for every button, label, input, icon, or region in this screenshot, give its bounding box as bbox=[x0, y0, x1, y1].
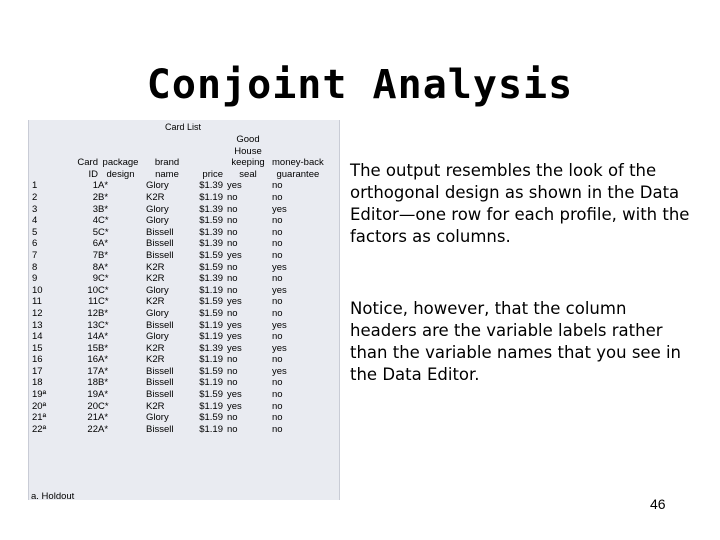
card-id-cell: 10 bbox=[87, 284, 98, 296]
seal-cell: yes bbox=[227, 389, 242, 401]
row-label: 11 bbox=[32, 296, 42, 308]
package-cell: B* bbox=[98, 377, 109, 389]
table-row bbox=[30, 273, 324, 285]
row-label: 10 bbox=[32, 284, 43, 296]
brand-cell: Glory bbox=[146, 307, 169, 319]
brand-cell: K2R bbox=[146, 261, 165, 273]
table-row bbox=[30, 389, 324, 401]
table-row bbox=[30, 285, 324, 297]
card-id-cell: 16 bbox=[87, 354, 98, 366]
guarantee-cell: no bbox=[272, 400, 283, 412]
row-label: 20ª bbox=[32, 400, 47, 412]
brand-cell: Glory bbox=[146, 331, 169, 343]
row-label: 8 bbox=[32, 261, 38, 273]
seal-cell: yes bbox=[227, 342, 242, 354]
table-header-row bbox=[30, 134, 324, 180]
table-row bbox=[30, 192, 324, 204]
holdout-footnote: a. Holdout bbox=[31, 491, 75, 502]
guarantee-cell: no bbox=[272, 273, 283, 285]
guarantee-cell: no bbox=[272, 226, 283, 238]
row-label: 12 bbox=[32, 307, 43, 319]
table-row bbox=[30, 377, 324, 389]
price-cell: $1.59 bbox=[199, 296, 223, 308]
brand-cell: Bissell bbox=[146, 423, 174, 435]
package-cell: A* bbox=[98, 354, 109, 366]
price-cell: $1.19 bbox=[199, 400, 223, 412]
package-cell: B* bbox=[98, 191, 109, 203]
card-id-cell: 9 bbox=[92, 273, 98, 285]
package-cell: C* bbox=[98, 319, 109, 331]
price-cell: $1.59 bbox=[199, 249, 223, 261]
brand-cell: K2R bbox=[146, 273, 165, 285]
row-label: 6 bbox=[32, 238, 38, 250]
seal-cell: no bbox=[227, 365, 238, 377]
guarantee-cell: no bbox=[272, 377, 283, 389]
header-row-label bbox=[30, 134, 70, 180]
package-cell: A* bbox=[98, 423, 109, 435]
table-row bbox=[30, 401, 324, 413]
card-id-cell: 7 bbox=[92, 249, 98, 261]
package-cell: C* bbox=[98, 284, 109, 296]
row-label: 22ª bbox=[32, 423, 47, 435]
price-cell: $1.59 bbox=[199, 307, 223, 319]
guarantee-cell: no bbox=[272, 331, 283, 343]
package-cell: B* bbox=[98, 203, 109, 215]
price-cell: $1.19 bbox=[199, 284, 223, 296]
row-label: 7 bbox=[32, 249, 38, 261]
page-number: 46 bbox=[650, 496, 666, 512]
seal-cell: yes bbox=[227, 400, 242, 412]
price-cell: $1.59 bbox=[199, 412, 223, 424]
guarantee-cell: yes bbox=[272, 261, 287, 273]
brand-cell: K2R bbox=[146, 191, 165, 203]
slide-title: Conjoint Analysis bbox=[146, 62, 574, 108]
package-cell: C* bbox=[98, 215, 109, 227]
header-package-design: package design bbox=[102, 157, 139, 180]
package-cell: A* bbox=[98, 180, 109, 192]
seal-cell: yes bbox=[227, 249, 242, 261]
package-cell: B* bbox=[98, 249, 109, 261]
seal-cell: no bbox=[227, 273, 238, 285]
row-label: 13 bbox=[32, 319, 43, 331]
guarantee-cell: no bbox=[272, 307, 283, 319]
brand-cell: Glory bbox=[146, 215, 169, 227]
package-cell: C* bbox=[98, 273, 109, 285]
package-cell: A* bbox=[98, 365, 109, 377]
guarantee-cell: yes bbox=[272, 342, 287, 354]
row-label: 3 bbox=[32, 203, 38, 215]
seal-cell: no bbox=[227, 377, 238, 389]
seal-cell: no bbox=[227, 354, 238, 366]
guarantee-cell: yes bbox=[272, 319, 287, 331]
table-row bbox=[30, 250, 324, 262]
guarantee-cell: no bbox=[272, 249, 283, 261]
table-row bbox=[30, 343, 324, 355]
table-row bbox=[30, 227, 324, 239]
table-row bbox=[30, 308, 324, 320]
row-label: 4 bbox=[32, 215, 38, 227]
card-id-cell: 22 bbox=[87, 423, 98, 435]
card-id-cell: 14 bbox=[87, 331, 98, 343]
card-id-cell: 3 bbox=[92, 203, 98, 215]
seal-cell: no bbox=[227, 423, 238, 435]
package-cell: C* bbox=[98, 400, 109, 412]
price-cell: $1.39 bbox=[199, 342, 223, 354]
price-cell: $1.19 bbox=[199, 191, 223, 203]
guarantee-cell: no bbox=[272, 191, 283, 203]
card-id-cell: 6 bbox=[92, 238, 98, 250]
row-label: 17 bbox=[32, 365, 43, 377]
price-cell: $1.39 bbox=[199, 273, 223, 285]
price-cell: $1.59 bbox=[199, 261, 223, 273]
table-row bbox=[30, 238, 324, 250]
seal-cell: no bbox=[227, 191, 238, 203]
package-cell: B* bbox=[98, 307, 109, 319]
card-id-cell: 11 bbox=[88, 296, 98, 308]
row-label: 1 bbox=[32, 180, 38, 192]
table-row bbox=[30, 412, 324, 424]
table-row bbox=[30, 354, 324, 366]
package-cell: C* bbox=[98, 296, 109, 308]
table-row bbox=[30, 296, 324, 308]
seal-cell: no bbox=[227, 226, 238, 238]
header-seal: Good House keeping seal bbox=[231, 134, 265, 180]
guarantee-cell: yes bbox=[272, 284, 287, 296]
table-row bbox=[30, 180, 324, 192]
seal-cell: no bbox=[227, 412, 238, 424]
card-list-body bbox=[30, 180, 324, 435]
row-label: 15 bbox=[32, 342, 43, 354]
package-cell: A* bbox=[98, 331, 109, 343]
guarantee-cell: no bbox=[272, 412, 283, 424]
card-id-cell: 8 bbox=[92, 261, 98, 273]
card-id-cell: 1 bbox=[92, 180, 98, 192]
package-cell: C* bbox=[98, 226, 109, 238]
card-id-cell: 5 bbox=[92, 226, 98, 238]
card-id-cell: 2 bbox=[92, 191, 98, 203]
brand-cell: Bissell bbox=[146, 226, 174, 238]
guarantee-cell: no bbox=[272, 215, 283, 227]
seal-cell: yes bbox=[227, 319, 242, 331]
price-cell: $1.39 bbox=[199, 226, 223, 238]
brand-cell: Glory bbox=[146, 412, 169, 424]
price-cell: $1.59 bbox=[199, 389, 223, 401]
brand-cell: Glory bbox=[146, 180, 169, 192]
card-id-cell: 4 bbox=[92, 215, 98, 227]
package-cell: A* bbox=[98, 261, 109, 273]
guarantee-cell: no bbox=[272, 180, 283, 192]
seal-cell: no bbox=[227, 261, 238, 273]
card-id-cell: 12 bbox=[87, 307, 98, 319]
seal-cell: no bbox=[227, 215, 238, 227]
package-cell: A* bbox=[98, 389, 109, 401]
seal-cell: yes bbox=[227, 180, 242, 192]
row-label: 2 bbox=[32, 191, 38, 203]
card-id-cell: 15 bbox=[87, 342, 98, 354]
package-cell: B* bbox=[98, 342, 109, 354]
guarantee-cell: yes bbox=[272, 203, 287, 215]
header-brand-name: brand name bbox=[154, 157, 180, 180]
seal-cell: no bbox=[227, 284, 238, 296]
card-id-cell: 19 bbox=[87, 389, 98, 401]
seal-cell: no bbox=[227, 307, 238, 319]
card-id-cell: 17 bbox=[87, 365, 98, 377]
brand-cell: K2R bbox=[146, 296, 165, 308]
card-list-caption: Card List bbox=[164, 122, 201, 132]
seal-cell: no bbox=[227, 238, 238, 250]
price-cell: $1.19 bbox=[199, 331, 223, 343]
package-cell: A* bbox=[98, 238, 109, 250]
brand-cell: Bissell bbox=[146, 319, 174, 331]
row-label: 5 bbox=[32, 226, 38, 238]
brand-cell: Bissell bbox=[146, 365, 174, 377]
price-cell: $1.19 bbox=[199, 377, 223, 389]
price-cell: $1.39 bbox=[199, 180, 223, 192]
price-cell: $1.19 bbox=[199, 319, 223, 331]
table-row bbox=[30, 366, 324, 378]
price-cell: $1.39 bbox=[199, 238, 223, 250]
table-row bbox=[30, 215, 324, 227]
price-cell: $1.19 bbox=[199, 354, 223, 366]
table-row bbox=[30, 204, 324, 216]
row-label: 19ª bbox=[32, 389, 47, 401]
guarantee-cell: yes bbox=[272, 365, 287, 377]
row-label: 9 bbox=[32, 273, 38, 285]
price-cell: $1.19 bbox=[199, 423, 223, 435]
guarantee-cell: no bbox=[272, 354, 283, 366]
guarantee-cell: no bbox=[272, 296, 283, 308]
guarantee-cell: no bbox=[272, 389, 283, 401]
row-label: 14 bbox=[32, 331, 43, 343]
card-id-cell: 20 bbox=[87, 400, 98, 412]
explanation-paragraph-1: The output resembles the look of the orthogonal design as shown in the Data Editor—one row for each profile, with the factors as columns. bbox=[350, 161, 690, 246]
price-cell: $1.59 bbox=[199, 365, 223, 377]
guarantee-cell: no bbox=[272, 238, 283, 250]
header-guarantee: money-back guarantee bbox=[272, 157, 324, 180]
card-id-cell: 21 bbox=[87, 412, 98, 424]
card-list-table bbox=[30, 134, 324, 435]
brand-cell: K2R bbox=[146, 342, 165, 354]
guarantee-cell: no bbox=[272, 423, 283, 435]
price-cell: $1.59 bbox=[199, 215, 223, 227]
seal-cell: yes bbox=[227, 296, 242, 308]
brand-cell: Glory bbox=[146, 203, 169, 215]
card-id-cell: 13 bbox=[87, 319, 98, 331]
brand-cell: Glory bbox=[146, 284, 169, 296]
seal-cell: no bbox=[227, 203, 238, 215]
price-cell: $1.39 bbox=[199, 203, 223, 215]
table-row bbox=[30, 262, 324, 274]
table-row bbox=[30, 331, 324, 343]
package-cell: A* bbox=[98, 412, 109, 424]
header-price: price bbox=[202, 168, 223, 180]
brand-cell: Bissell bbox=[146, 377, 174, 389]
table-row bbox=[30, 320, 324, 332]
explanation-paragraph-2: Notice, however, that the column headers are the variable labels rather than the variable names that you see in the Data Editor. bbox=[350, 299, 682, 384]
brand-cell: K2R bbox=[146, 354, 165, 366]
brand-cell: Bissell bbox=[146, 249, 174, 261]
brand-cell: K2R bbox=[146, 400, 165, 412]
header-card-id: Card ID bbox=[77, 157, 98, 180]
table-row bbox=[30, 424, 324, 436]
brand-cell: Bissell bbox=[146, 238, 174, 250]
card-id-cell: 18 bbox=[87, 377, 98, 389]
seal-cell: yes bbox=[227, 331, 242, 343]
brand-cell: Bissell bbox=[146, 389, 174, 401]
row-label: 18 bbox=[32, 377, 43, 389]
row-label: 21ª bbox=[32, 412, 47, 424]
row-label: 16 bbox=[32, 354, 43, 366]
